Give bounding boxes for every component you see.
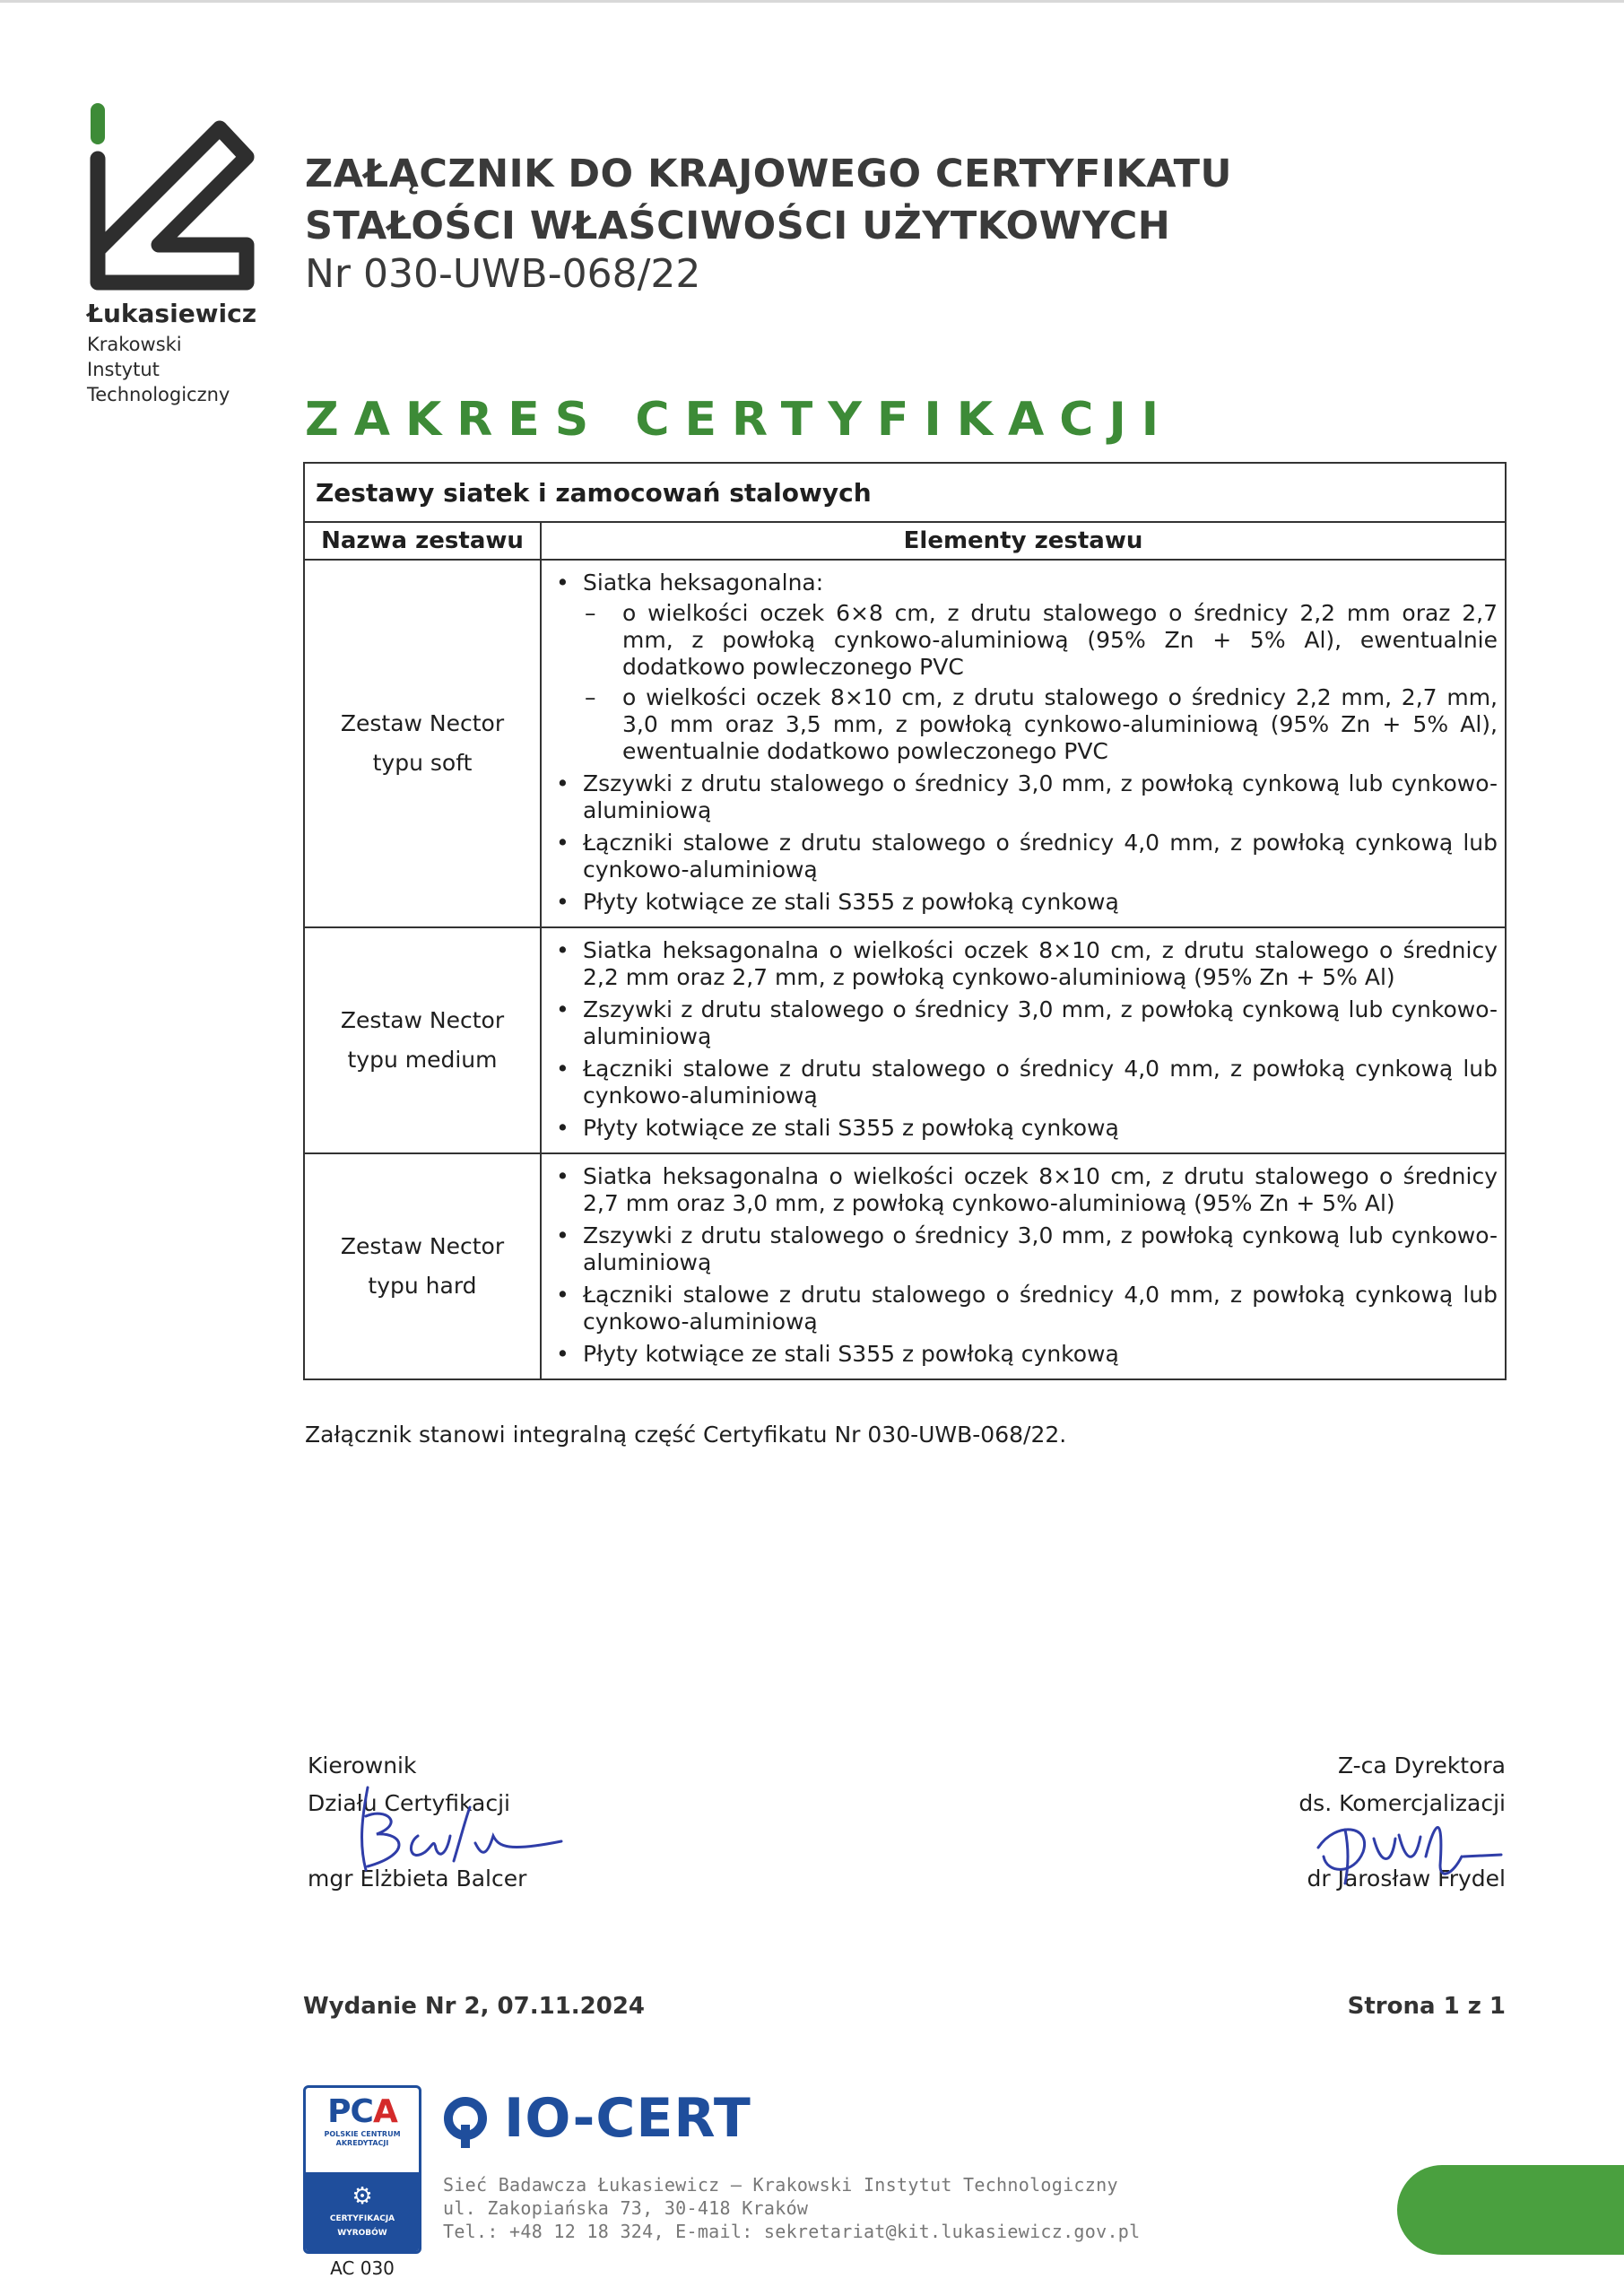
table-group-title: Zestawy siatek i zamocowań stalowych [304, 463, 1506, 522]
pca-logo-letter-a: A [372, 2093, 397, 2130]
pca-badge-top [306, 2093, 419, 2172]
kit-name: Zestaw Nector [340, 1233, 505, 1259]
kit-name-cell [304, 927, 541, 1153]
signatory-name: dr Jarosław Frydel [1307, 1866, 1506, 1892]
pca-cert-line: WYROBÓW [337, 2229, 387, 2238]
kit-name: Zestaw Nector [340, 710, 505, 736]
pca-logo [306, 2093, 419, 2130]
signatory-role: Z-ca Dyrektora [1337, 1752, 1506, 1779]
certificate-number: Nr 030-UWB-068/22 [305, 251, 701, 297]
list-item [549, 570, 1498, 765]
kit-name-cell [304, 1153, 541, 1379]
page-number: Strona 1 z 1 [1347, 1993, 1506, 2020]
list-item: • Siatka heksagonalna o wielkości oczek 8×10 cm, z drutu stalowego o średnicy 2,7 mm oraz 3,0 mm, z powłoką cynkowo-aluminiową (95% Zn + 5% Al) [549, 1163, 1498, 1217]
kit-items-cell [541, 927, 1506, 1153]
scope-table [303, 462, 1507, 1380]
column-header-name: Nazwa zestawu [304, 522, 541, 560]
kit-type: typu hard [368, 1273, 477, 1299]
kit-items-cell [541, 560, 1506, 927]
footer-address [443, 2173, 1140, 2243]
logo-subtitle-line: Krakowski [87, 334, 182, 355]
list-item: • Zszywki z drutu stalowego o średnicy 3,0 mm, z powłoką cynkową lub cynkowo-aluminiową [549, 1222, 1498, 1276]
kit-items-cell [541, 1153, 1506, 1379]
signatory-name: mgr Elżbieta Balcer [308, 1866, 527, 1892]
kit-name: Zestaw Nector [340, 1007, 505, 1033]
gears-icon: ⚙ [352, 2183, 373, 2210]
list-item: • Zszywki z drutu stalowego o średnicy 3,0 mm, z powłoką cynkową lub cynkowo-aluminiową [549, 770, 1498, 824]
accreditation-code: AC 030 [330, 2257, 395, 2279]
table-row [304, 560, 1506, 927]
kit-type: typu soft [372, 750, 473, 776]
handwritten-signature-right [1309, 1803, 1507, 1892]
edition-info: Wydanie Nr 2, 07.11.2024 [303, 1993, 646, 2020]
list-item: – o wielkości oczek 8×10 cm, z drutu stalowego o średnicy 2,2 mm, 2,7 mm, 3,0 mm oraz 3,5 mm, z powłoką cynkowo-aluminiową (95% Zn + 5% Al), ewentualnie dodatkowo powleczonego PVC [583, 684, 1498, 765]
kit-items-list [549, 570, 1498, 916]
io-cert-logo-text: IO-CERT [504, 2087, 751, 2150]
kit-name-cell [304, 560, 541, 927]
logo-subtitle-line: Technologiczny [87, 384, 230, 405]
scan-edge-line [0, 0, 1624, 3]
title-line-1: ZAŁĄCZNIK DO KRAJOWEGO CERTYFIKATU [305, 152, 1232, 196]
mesh-variants-list [583, 600, 1498, 765]
kit-items-list [549, 937, 1498, 1142]
list-item: • Łączniki stalowe z drutu stalowego o średnicy 4,0 mm, z powłoką cynkową lub cynkowo-aluminiową [549, 830, 1498, 883]
handwritten-signature-left [350, 1780, 565, 1879]
list-item: • Łączniki stalowe z drutu stalowego o średnicy 4,0 mm, z powłoką cynkową lub cynkowo-aluminiową [549, 1282, 1498, 1335]
green-decorative-tab [1397, 2165, 1624, 2255]
list-item: • Płyty kotwiące ze stali S355 z powłoką cynkową [549, 1115, 1498, 1142]
pca-badge-bottom [306, 2172, 419, 2254]
pca-name-line: AKREDYTACJI [335, 2139, 389, 2147]
annex-note: Załącznik stanowi integralną część Certyfikatu Nr 030-UWB-068/22. [305, 1422, 1067, 1448]
column-header-items: Elementy zestawu [541, 522, 1506, 560]
logo-subtitle [87, 332, 230, 407]
signatory-role: Kierownik [308, 1752, 417, 1779]
section-heading: ZAKRES CERTYFIKACJI [305, 393, 1175, 447]
pca-accreditation-badge [303, 2085, 421, 2254]
list-item: • Zszywki z drutu stalowego o średnicy 3,0 mm, z powłoką cynkową lub cynkowo-aluminiową [549, 996, 1498, 1050]
item-text: Siatka heksagonalna: [583, 570, 824, 596]
pca-name-line: POLSKIE CENTRUM [324, 2130, 401, 2138]
kit-items-list [549, 1163, 1498, 1368]
pca-cert-line: CERTYFIKACJA [329, 2214, 395, 2223]
footer-address-line: Sieć Badawcza Łukasiewicz – Krakowski Instytut Technologiczny [443, 2174, 1118, 2196]
table-row [304, 927, 1506, 1153]
list-item: • Płyty kotwiące ze stali S355 z powłoką cynkową [549, 889, 1498, 916]
logo-subtitle-line: Instytut [87, 359, 160, 380]
table-row [304, 1153, 1506, 1379]
list-item: – o wielkości oczek 6×8 cm, z drutu stalowego o średnicy 2,2 mm oraz 2,7 mm, z powłoką cynkowo-aluminiową (95% Zn + 5% Al), ewentualnie dodatkowo powleczonego PVC [583, 600, 1498, 681]
io-cert-logo-icon [443, 2096, 488, 2150]
signatory-department: ds. Komercjalizacji [1298, 1790, 1506, 1816]
document-title [305, 148, 1232, 252]
title-line-2: STAŁOŚCI WŁAŚCIWOŚCI UŻYTKOWYCH [305, 204, 1171, 248]
list-item: • Siatka heksagonalna o wielkości oczek 8×10 cm, z drutu stalowego o średnicy 2,2 mm oraz 2,7 mm, z powłoką cynkowo-aluminiową (95% Zn + 5% Al) [549, 937, 1498, 991]
list-item: • Płyty kotwiące ze stali S355 z powłoką cynkową [549, 1341, 1498, 1368]
kit-type: typu medium [347, 1047, 498, 1073]
lukasiewicz-logo-icon [85, 103, 260, 305]
footer-address-line: Tel.: +48 12 18 324, E-mail: sekretariat@kit.lukasiewicz.gov.pl [443, 2221, 1141, 2242]
logo-name: Łukasiewicz [87, 299, 257, 328]
list-item: • Łączniki stalowe z drutu stalowego o średnicy 4,0 mm, z powłoką cynkową lub cynkowo-aluminiową [549, 1056, 1498, 1109]
pca-logo-letters: PC [327, 2093, 373, 2130]
footer-address-line: ul. Zakopiańska 73, 30-418 Kraków [443, 2197, 809, 2219]
signatory-department: Działu Certyfikacji [308, 1790, 510, 1816]
